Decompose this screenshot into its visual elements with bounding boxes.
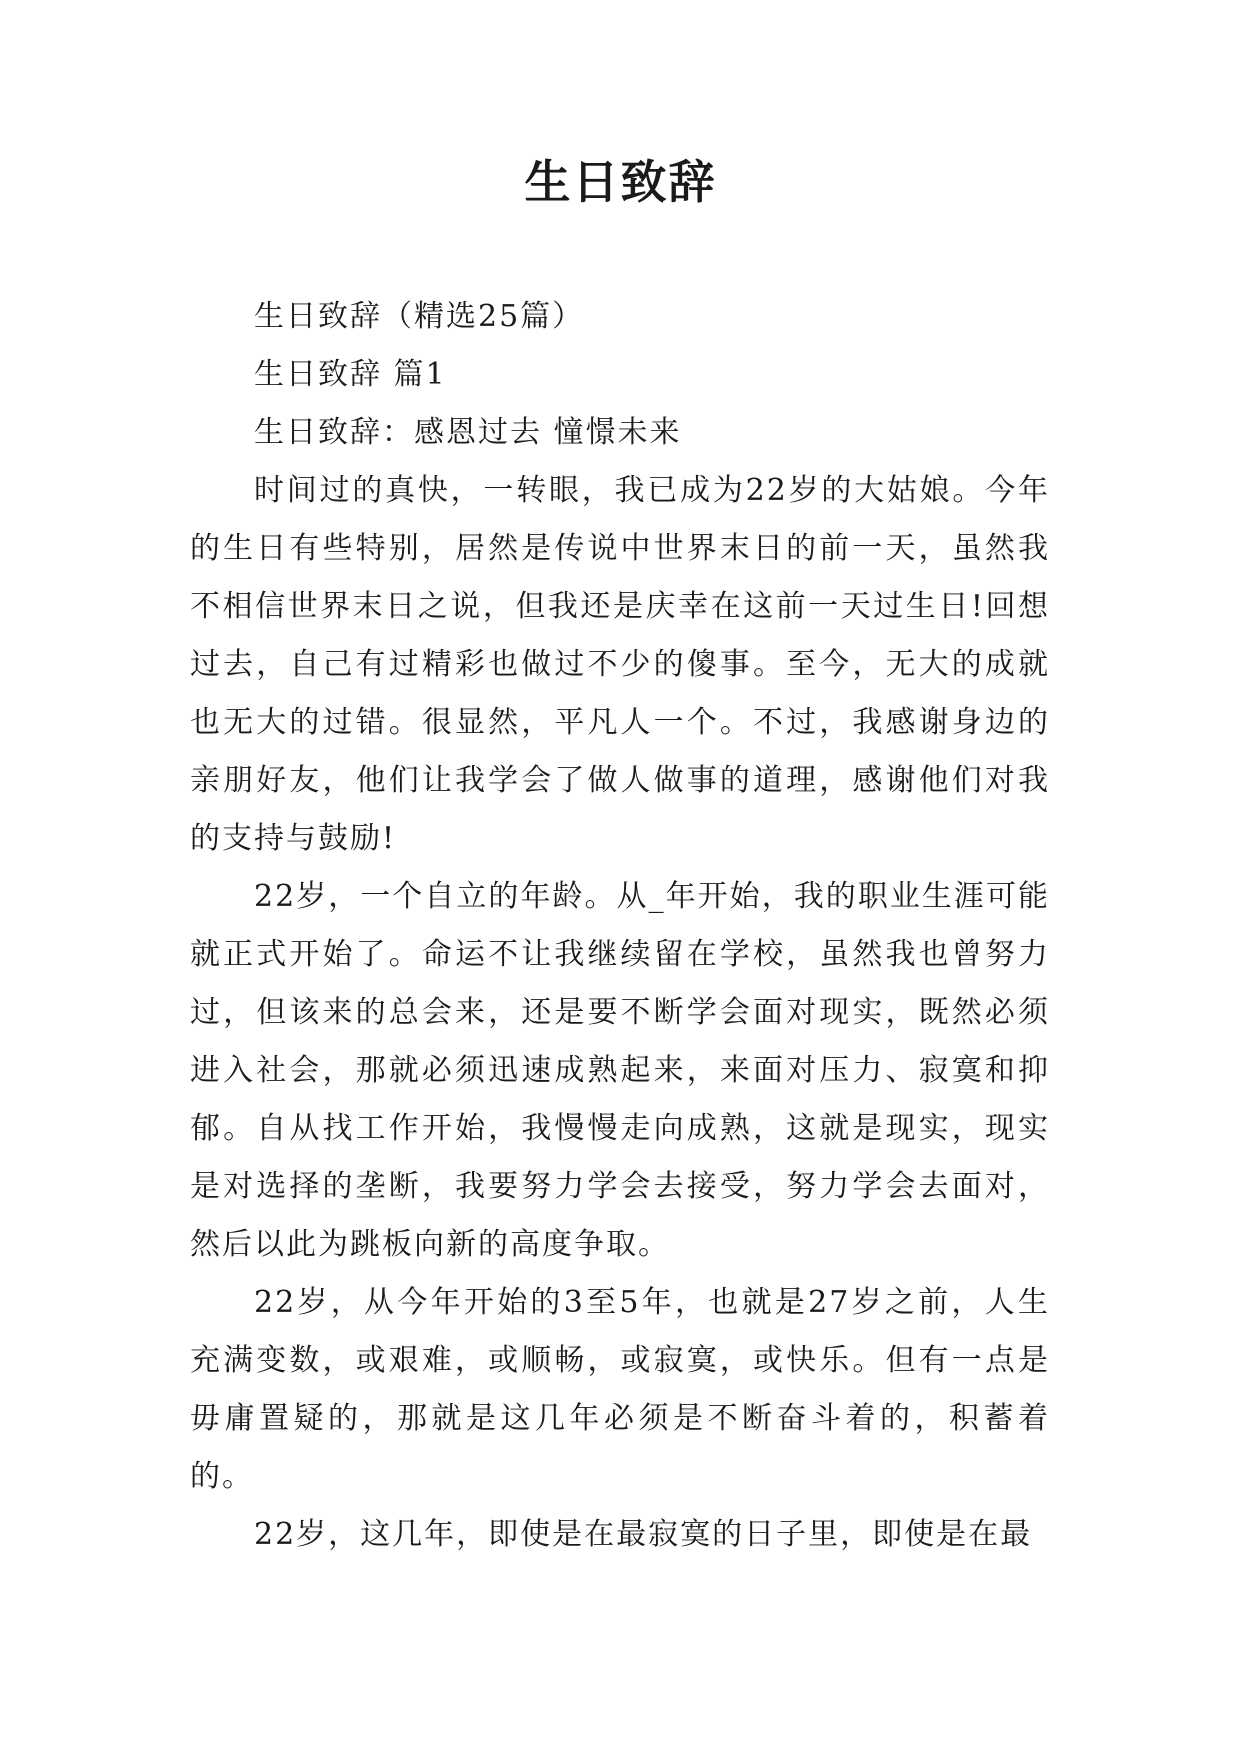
document-body [190,288,1050,1564]
speech-subtitle: 生日致辞：感恩过去 憧憬未来 [254,415,682,450]
paragraph: 22岁，一个自立的年龄。从_年开始，我的职业生涯可能就正式开始了。命运不让我继续留在学校，虽然我也曾努力过，但该来的总会来，还是要不断学会面对现实，既然必须进入社会，那就必须迅速成熟起来，来面对压力、寂寞和抑郁。自从找工作开始，我慢慢走向成熟，这就是现实，现实是对选择的垄断，我要努力学会去接受，努力学会去面对，然后以此为跳板向新的高度争取。 [190,879,1050,1262]
document-title: 生日致辞 [524,155,717,209]
paragraph: 22岁，这几年，即使是在最寂寞的日子里，即使是在最 [254,1517,1033,1552]
collection-heading: 生日致辞（精选25篇） [254,299,585,334]
paragraph: 22岁，从今年开始的3至5年，也就是27岁之前，人生充满变数，或艰难，或顺畅，或寂寞，或快乐。但有一点是毋庸置疑的，那就是这几年必须是不断奋斗着的，积蓄着的。 [190,1285,1050,1494]
section-heading: 生日致辞 篇1 [254,357,447,392]
paragraph: 时间过的真快，一转眼，我已成为22岁的大姑娘。今年的生日有些特别，居然是传说中世界末日的前一天，虽然我不相信世界末日之说，但我还是庆幸在这前一天过生日!回想过去，自己有过精彩也做过不少的傻事。至今，无大的成就也无大的过错。很显然，平凡人一个。不过，我感谢身边的亲朋好友，他们让我学会了做人做事的道理，感谢他们对我的支持与鼓励! [190,473,1050,856]
